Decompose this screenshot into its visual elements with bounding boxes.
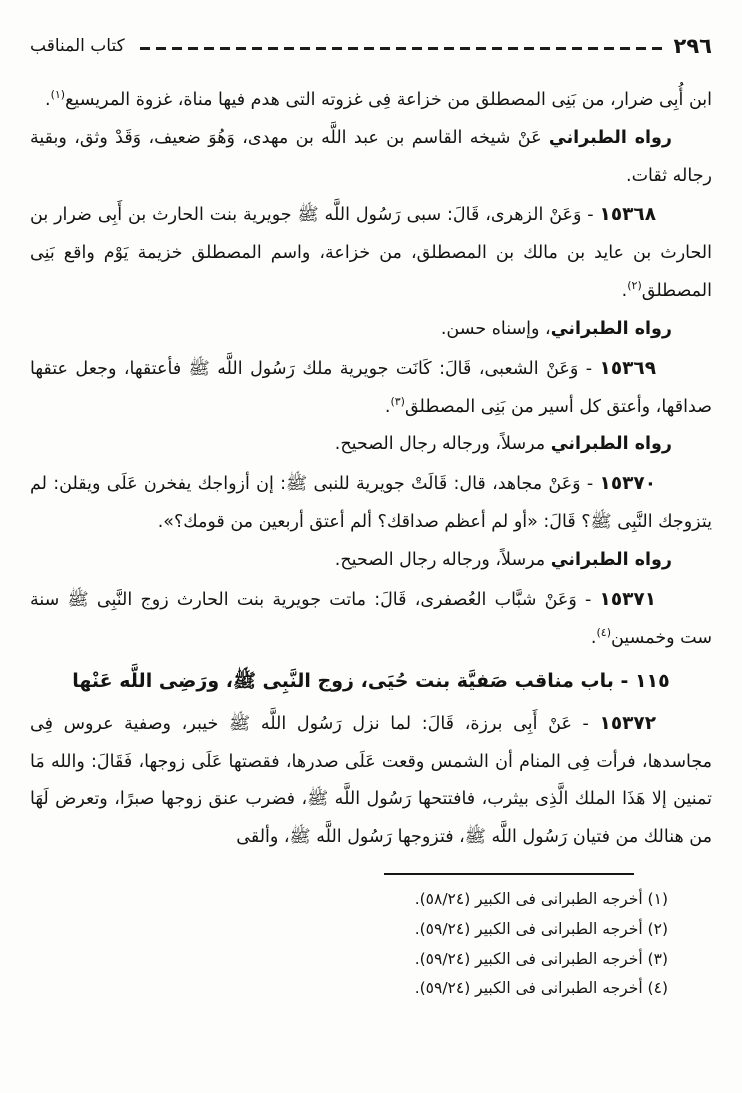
- header-dashed-rule: [137, 47, 662, 50]
- paragraph-text: - عَنْ أَبِى برزة، قَالَ: لما نزل رَسُول اللَّه ﷺ خيبر، وصفية عروس فِى مجاسدها، فرأت فِى المنام أن الشمس وقعت عَلَى صدرها، فقصتها عَلَى زوجها، فَقَالَ: والله مَا تمنين إلا هَذَا الملك الَّذِى بيثرب، فافتتحها رَسُول اللَّه ﷺ، فضرب عنق زوجها صبرًا، وتعرض لَهَا من هنالك من فتيان رَسُول اللَّه ﷺ، فتزوجها رَسُول اللَّه ﷺ، وألقى: [30, 713, 712, 848]
- paragraph-text: - وَعَنْ الزهرى، قَالَ: سبى رَسُول اللَّه ﷺ جويرية بنت الحارث بن أَبِى ضرار بن الحارث بن عايد بن مالك بن المصطلق، من خزاعة، واسم المصطلق خزيمة يَوْم واقع بَنِى المصطلق: [30, 205, 712, 302]
- paragraph-text: ابن أُبِى ضرار، من بَنِى المصطلق من خزاعة فِى غزوته التى هدم فيها مناة، غزوة المريسيع: [65, 90, 712, 110]
- paragraph-text: مرسلاً، ورجاله رجال الصحيح.: [334, 434, 551, 455]
- footnote-item-2: (٢) أخرجه الطبرانى فى الكبير (٥٩/٢٤).: [414, 919, 668, 938]
- paragraph-text: عَنْ شيخه القاسم بن عبد اللَّه بن مهدى، وَهُوَ ضعيف، وَقَدْ وثق، وبقية رجاله ثقات.: [30, 127, 712, 186]
- footnote-item-3: (٣) أخرجه الطبرانى فى الكبير (٥٩/٢٤).: [414, 949, 668, 968]
- paragraph-text: - وَعَنْ الشعبى، قَالَ: كَانَت جويرية ملك رَسُول اللَّه ﷺ فأعتقها، وجعل عتقها صداقها، وأعتق كل أسير من بَنِى المصطلق: [30, 358, 712, 417]
- paragraph-text: - وَعَنْ مجاهد، قال: قَالَتْ جويرية للنبى ﷺ: إن أزواجك يفخرن عَلَى ويقلن: لم يتزوجك النَّبِى ﷺ؟ قَالَ: «أو لم أعظم صداقك؟ ألم أعتق أربعين من قومك؟».: [30, 474, 712, 533]
- attribution-lead: رواه الطبراني: [550, 434, 672, 455]
- page-number: ٢٩٦: [673, 34, 712, 58]
- footnote-item-1: (١) أخرجه الطبرانى فى الكبير (٥٨/٢٤).: [414, 890, 668, 909]
- paragraph-tail: .: [384, 396, 391, 417]
- chapter-heading: ١١٥ - باب مناقب صَفيَّة بنت حُيَى، زوج النَّبِى ﷺ، ورَضِى اللَّه عَنْها: [72, 669, 670, 692]
- footnote-ref-3: (٣): [390, 394, 405, 408]
- hadith-number: ١٥٣٧١: [599, 588, 656, 610]
- paragraph-text: ، وإسناه حسن.: [440, 318, 551, 339]
- paragraph-hadith-15371: [30, 580, 712, 658]
- footnote-ref-2: (٢): [627, 279, 642, 293]
- footnote-ref-1: (١): [50, 88, 66, 101]
- running-header: [30, 34, 712, 58]
- footnote-ref-4: (٤): [596, 625, 611, 639]
- paragraph-attribution: [30, 120, 712, 196]
- footnote-separator-rule: [384, 873, 634, 875]
- footnote-section: [30, 873, 712, 1004]
- paragraph-tail: .: [621, 281, 628, 302]
- attribution-lead: رواه الطبراني: [550, 318, 672, 339]
- paragraph-tail: .: [45, 90, 51, 110]
- hadith-number: ١٥٣٦٨: [599, 204, 656, 226]
- paragraph-hadith-15370: [30, 464, 712, 542]
- paragraph-continuation: [30, 82, 712, 120]
- paragraph-attribution: [30, 426, 712, 464]
- footnote-item-4: (٤) أخرجه الطبرانى فى الكبير (٥٩/٢٤).: [414, 979, 668, 998]
- page-body-text: [30, 82, 712, 857]
- paragraph-attribution: [30, 542, 712, 580]
- paragraph-hadith-15368: [30, 195, 712, 311]
- footnote-list: [30, 885, 668, 1004]
- hadith-number: ١٥٣٧٢: [599, 712, 656, 734]
- book-title: كتاب المناقب: [30, 36, 125, 56]
- hadith-number: ١٥٣٧٠: [599, 473, 656, 495]
- paragraph-hadith-15372: [30, 704, 712, 857]
- paragraph-attribution: [30, 311, 712, 349]
- attribution-lead: رواه الطبراني: [548, 127, 673, 148]
- attribution-lead: رواه الطبراني: [550, 550, 672, 571]
- paragraph-text: مرسلاً، ورجاله رجال الصحيح.: [334, 550, 551, 571]
- paragraph-hadith-15369: [30, 349, 712, 427]
- paragraph-text: - وَعَنْ شبَّاب العُصفرى، قَالَ: ماتت جويرية بنت الحارث زوج النَّبِى ﷺ سنة ست وخمسين: [30, 589, 712, 648]
- paragraph-tail: .: [590, 627, 597, 648]
- hadith-number: ١٥٣٦٩: [599, 357, 656, 379]
